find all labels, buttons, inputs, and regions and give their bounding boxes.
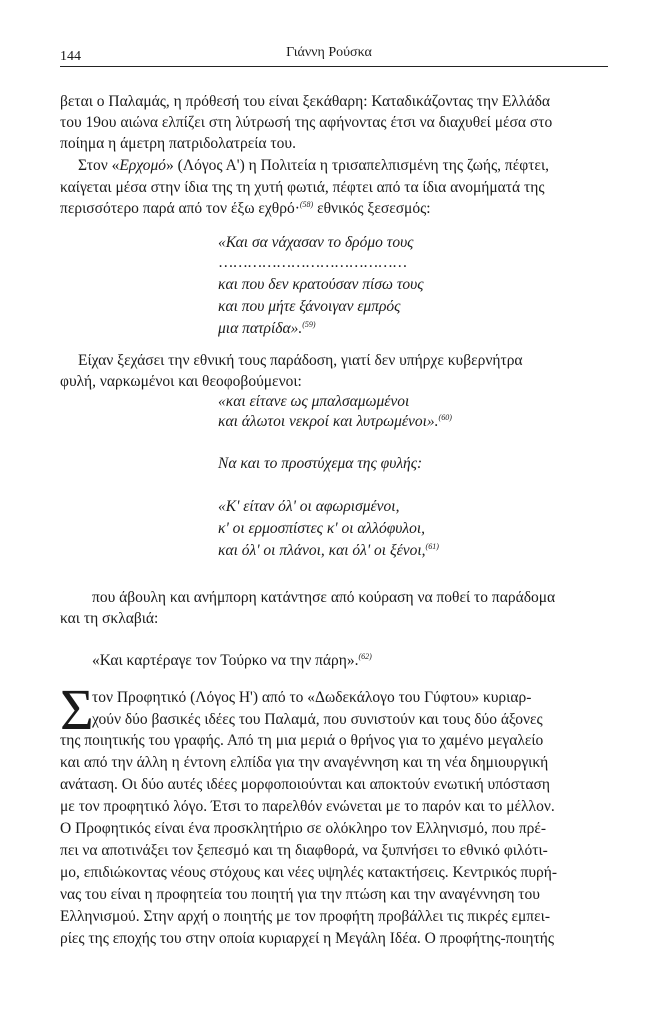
verse3-line-2: κ' οι ερμοσπίστες κ' οι αλλόφυλοι, [218,520,426,537]
footnote-ref-62: (62) [358,652,372,661]
p5-line-8: πει να αποτινάξει τον ξεπεσμό και τη διαφθορά, να ξυπνήσει το εθνικό φιλότι- [60,842,548,859]
p5-line-11: Ελληνισμού. Στην αρχή ο ποιητής με τον προφήτη προβάλλει τις πικρές εμπει- [60,908,550,925]
verse1-line-2: και που δεν κρατούσαν πίσω τους [218,276,424,293]
p5-line-7: Ο Προφητικός είναι ένα προσκλητήριο σε ολόκληρο τον Ελληνισμό, που πρέ- [60,820,547,837]
p5-line-12: ρίες της εποχής του στην οποία κυριαρχεί η Μεγάλη Ιδέα. Ο προφήτης-ποιητής [60,930,554,947]
footnote-ref-60: (60) [438,413,452,422]
verse2-line-1: «και είτανε ως μπαλσαμωμένοι [218,393,410,410]
verse1-ellipsis: ………………………………… [218,254,407,271]
drop-cap: Σ [60,677,94,742]
p1-line-2: του 19ου αιώνα ελπίζει στη λύτρωσή της αφήνοντας έτσι να διαχυθεί μέσα στο [60,114,553,131]
p2-line-1: Στον «Ερχομό» (Λόγος Α') η Πολιτεία η τρισαπελπισμένη της ζωής, πέφτει, [78,157,549,174]
footnote-ref-61: (61) [425,542,439,551]
p5-line-10: νας του είναι η προφητεία του ποιητή για την πτώση και την αναγέννηση του [60,886,540,903]
p5-line-5: ανάταση. Οι δύο αυτές ιδέες μορφοποιούνται και αποκτούν ενωτική υπόσταση [60,776,550,793]
p2-line-2: καίγεται μέσα στην ίδια της τη χυτή φωτιά, πέφτει από τα ίδια ανομήματά της [60,179,545,196]
p3-line-1: Είχαν ξεχάσει την εθνική τους παράδοση, γιατί δεν υπήρχε κυβερνήτρα [78,352,523,369]
verse3-line-1: «Κ' είταν όλ' οι αφωρισμένοι, [218,498,400,515]
p5-line-9: μο, επιδιώκοντας νέους στόχους και νέες υψηλές κατακτήσεις. Κεντρικός πυρή- [60,864,558,881]
p3-line-2: φυλή, ναρκωμένοι και θεοφοβούμενοι: [60,373,302,390]
running-header-author: Γιάννη Ρούσκα [286,45,372,60]
verse1-line-1: «Και σα νάχασαν το δρόμο τους [218,234,414,251]
header-rule [60,66,608,67]
p5-line-6: με τον προφητικό λόγο. Έτσι το παρελθόν ενώνεται με το παρόν και το μέλλον. [60,798,555,815]
p5-line-3: της ποιητικής του γραφής. Από τη μια μεριά ο θρήνος για το χαμένο μεγαλείο [60,732,544,749]
verse2-line-2: και άλωτοι νεκροί και λυτρωμένοι».$^{(60)}$ [218,413,452,431]
verse2-line-3: Να και το προστύχεμα της φυλής: [218,455,423,472]
p2-line-3: περισσότερο παρά από τον έξω εχθρό·$^{(58)}$ εθνικός ξεσεσμός: [60,200,431,218]
p5-line-4: και από την άλλη η έντονη ελπίδα για την αναγέννηση και τη νέα δημιουργική [60,754,549,771]
verse3-line-3: και όλ' οι πλάνοι, και όλ' οι ξένοι,$^{(61)}$ [218,542,439,560]
p5-line-2: χούν δύο βασικές ιδέες του Παλαμά, που συνιστούν και τους δύο άξονες [92,711,543,728]
verse1-line-4: μια πατρίδα».$^{(59)}$ [218,320,316,338]
footnote-ref-58: (58) [299,200,314,209]
p1-line-1: βεται ο Παλαμάς, η πρόθεσή του είναι ξεκάθαρη: Καταδικάζοντας την Ελλάδα [60,93,550,110]
page-number: 144 [60,49,81,64]
p4-line-2: και τη σκλαβιά: [60,610,159,627]
verse1-line-3: και που μήτε ξάνοιγαν εμπρός [218,298,401,315]
p4-line-1: που άβουλη και ανήμπορη κατάντησε από κούραση να ποθεί το παράδομα [92,589,556,606]
p1-line-3: ποίημα η άμετρη πατριδολατρεία του. [60,135,296,152]
quote-line: «Και καρτέραγε τον Τούρκο να την πάρη».$^{(62)}$ [92,652,372,670]
p5-line-1: τον Προφητικό (Λόγος Η') από το «Δωδεκάλογο του Γύφτου» κυριαρ- [92,689,532,706]
footnote-ref-59: (59) [302,320,316,329]
